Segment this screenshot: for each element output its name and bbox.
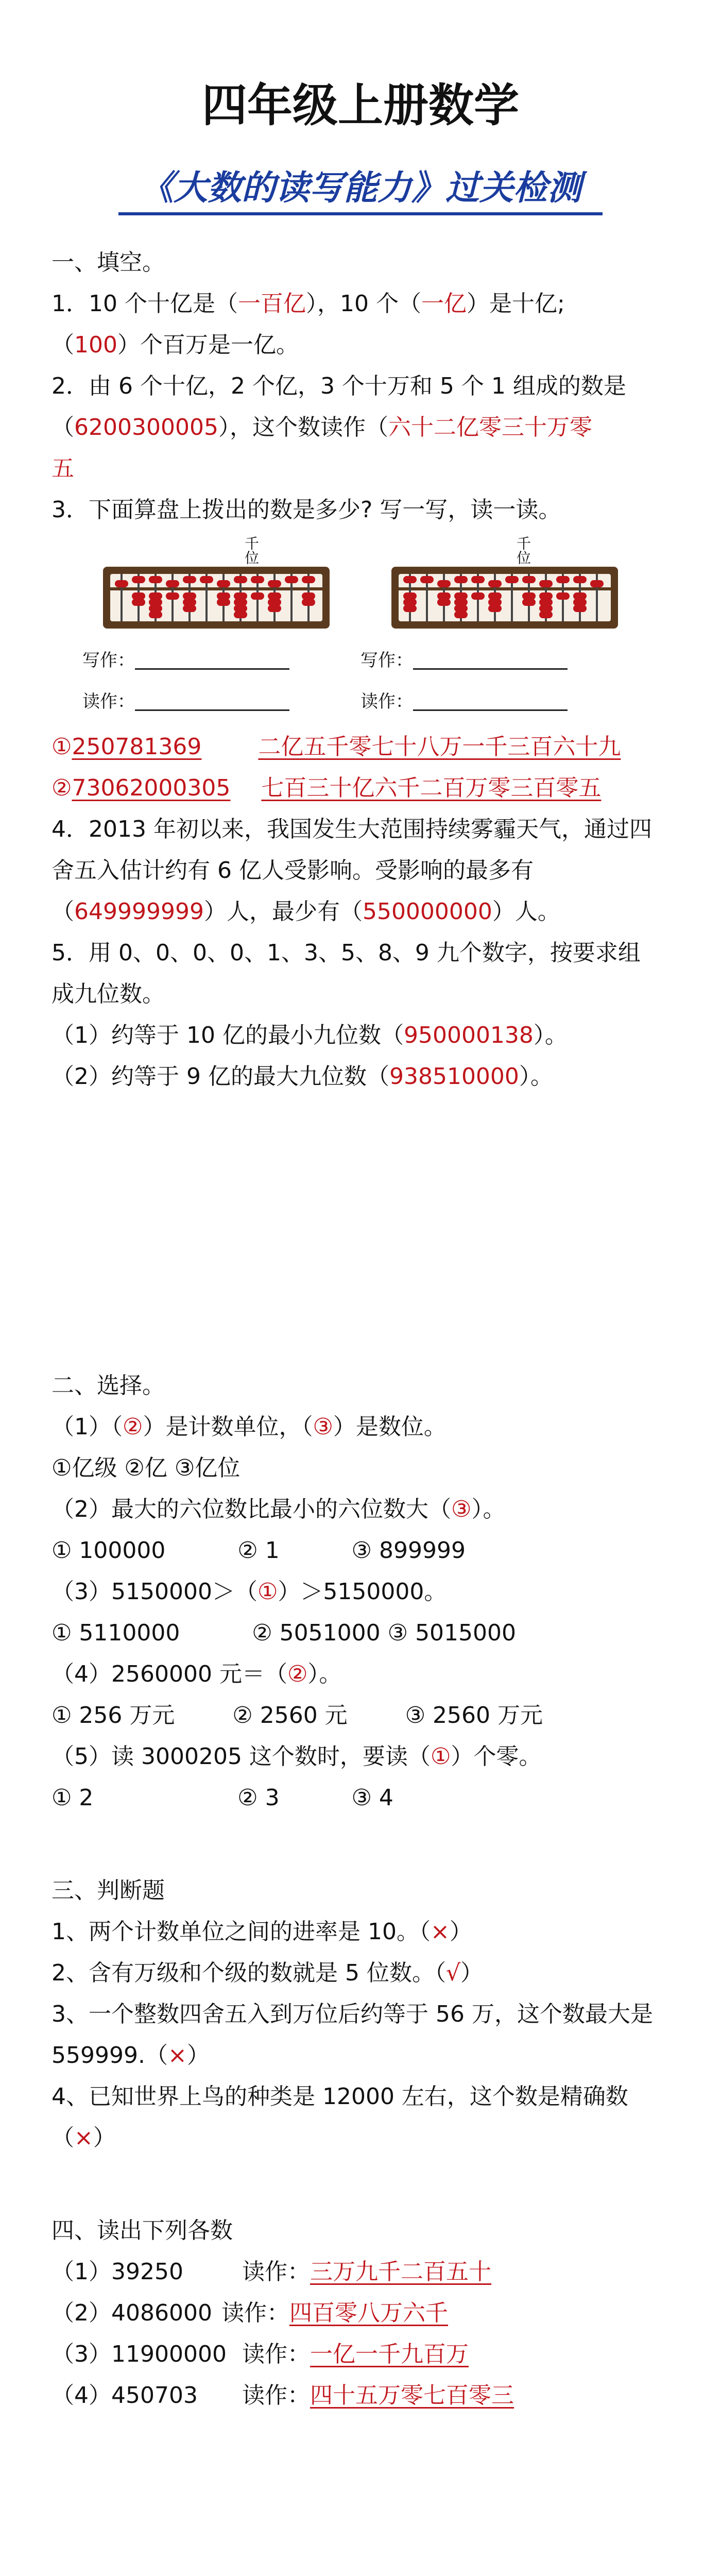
abacus-2-label: 千位 [514,536,531,565]
abacus-1 [103,536,335,634]
section-4-heading: 四、读出下列各数 [52,2217,233,2244]
read-2: （2）4086000 读作：四百零八万六千 [52,2300,448,2326]
abacus-answer-2: ②73062000305 七百三十亿六千二百万零三百零五 [52,775,602,801]
abacus-1-write-line [135,668,289,670]
abacus-bead [302,599,315,606]
abacus-bead [420,576,434,583]
abacus-bead [522,576,536,583]
abacus-bead [251,576,264,583]
q1-line-2: （100）个百万是一亿。 [52,332,299,358]
abacus-bead [132,599,145,606]
judge-1: 1、两个计数单位之间的进率是 10。（×） [52,1919,472,1945]
abacus-bead [132,576,145,583]
abacus-bead [234,576,247,583]
abacus-bead [573,605,587,612]
abacus-bead [539,580,553,587]
abacus-bead [217,599,230,606]
abacus-2 [391,536,623,634]
subtitle-underline [118,212,603,215]
abacus-bead [302,576,315,583]
q4-line-3: （649999999）人，最少有（550000000）人。 [52,899,560,925]
abacus-bead [437,580,451,587]
page-title: 四年级上册数学 [201,79,519,132]
abacus-bead [251,592,264,600]
abacus-bead [556,576,570,583]
q4-line-2: 舍五入估计约有 6 亿人受影响。受影响的最多有 [52,857,534,884]
abacus-2-write-line [413,668,568,670]
abacus-bead [471,592,485,600]
choice-4: （4）2560000 元＝（②）。 [52,1661,342,1687]
abacus-1-read-label: 读作： [82,691,135,712]
abacus-bead [454,576,468,583]
abacus-bead [437,599,451,606]
abacus-bead [573,576,587,583]
q2-line-2: （6200300005），这个数读作（六十二亿零三十万零 [52,414,592,440]
abacus-1-label: 千位 [243,536,260,565]
q2-line-3: 五 [52,455,74,482]
read-1: （1）39250 读作：三万九千二百五十 [52,2259,491,2285]
choice-1: （1）（②）是计数单位，（③）是数位。 [52,1414,447,1440]
q5-line-3: （1）约等于 10 亿的最小九位数（950000138）。 [52,1022,568,1048]
abacus-bead [234,611,247,618]
abacus-bead [488,605,502,612]
choice-3: （3）5150000＞（①）＞5150000。 [52,1579,447,1605]
abacus-bead [403,605,417,612]
abacus-bead [268,580,281,587]
abacus-bead [488,580,502,587]
judge-4-line-2: （×） [52,2125,116,2151]
choice-4-options: ① 256 万元 ② 2560 元 ③ 2560 万元 [52,1702,543,1728]
abacus-2-write-label: 写作： [360,650,413,671]
choice-2: （2）最大的六位数比最小的六位数大（③）。 [52,1496,506,1522]
abacus-bead [166,592,179,600]
judge-4-line-1: 4、已知世界上鸟的种类是 12000 左右，这个数是精确数 [52,2083,628,2110]
abacus-bead [183,605,196,612]
q1-line-1: 1．10 个十亿是（一百亿），10 个（一亿）是十亿; [52,291,565,317]
choice-3-options: ① 5110000 ② 5051000 ③ 5015000 [52,1620,517,1646]
abacus-bead [268,605,281,612]
q5-line-1: 5．用 0、0、0、0、1、3、5、8、9 九个数字，按要求组 [52,940,641,966]
abacus-2-read-line [413,709,568,711]
judge-3-line-2: 559999.（×） [52,2042,210,2069]
abacus-2-read-label: 读作： [360,691,413,712]
q2-line-1: 2．由 6 个十亿，2 个亿，3 个十万和 5 个 1 组成的数是 [52,373,626,399]
abacus-bead [403,576,417,583]
abacus-bead [522,599,536,606]
judge-3-line-1: 3、一个整数四舍五入到万位后约等于 56 万，这个数最大是 [52,2001,653,2027]
read-4: （4）450703 读作：四十五万零七百零三 [52,2382,514,2409]
section-1-heading: 一、填空。 [52,249,165,276]
abacus-bead [539,611,553,618]
abacus-bead [556,592,570,600]
abacus-bead [115,580,128,587]
abacus-bead [285,576,298,583]
choice-2-options: ① 100000 ② 1 ③ 899999 [52,1537,466,1564]
abacus-bead [166,580,179,587]
read-3: （3）11900000 读作：一亿一千九百万 [52,2341,469,2367]
abacus-bead [217,580,230,587]
subtitle-text: 《大数的读写能力》过关检测 [140,168,581,208]
abacus-1-read-line [135,709,289,711]
choice-5-options: ① 2 ② 3 ③ 4 [52,1785,393,1811]
abacus-bead [149,611,162,618]
abacus-bead [200,576,213,583]
abacus-answer-1: ①250781369 二亿五千零七十八万一千三百六十九 [52,734,621,760]
abacus-bead [183,576,196,583]
choice-1-options: ①亿级 ②亿 ③亿位 [52,1455,241,1481]
section-2-heading: 二、选择。 [52,1372,165,1399]
abacus-bead [471,576,485,583]
page-subtitle [0,165,721,211]
abacus-bead [454,611,468,618]
q5-line-2: 成九位数。 [52,981,165,1007]
choice-5: （5）读 3000205 这个数时，要读（①）个零。 [52,1743,542,1770]
abacus-bead [590,580,604,587]
q3-line: 3．下面算盘上拨出的数是多少? 写一写，读一读。 [52,497,561,523]
abacus-bead [149,576,162,583]
abacus-1-write-label: 写作： [82,650,135,671]
q4-line-1: 4．2013 年初以来，我国发生大范围持续雾霾天气，通过四 [52,816,652,842]
section-3-heading: 三、判断题 [52,1877,165,1904]
judge-2: 2、含有万级和个级的数就是 5 位数。（√） [52,1960,484,1986]
q5-line-4: （2）约等于 9 亿的最大九位数（938510000）。 [52,1063,553,1090]
abacus-bead [505,576,519,583]
